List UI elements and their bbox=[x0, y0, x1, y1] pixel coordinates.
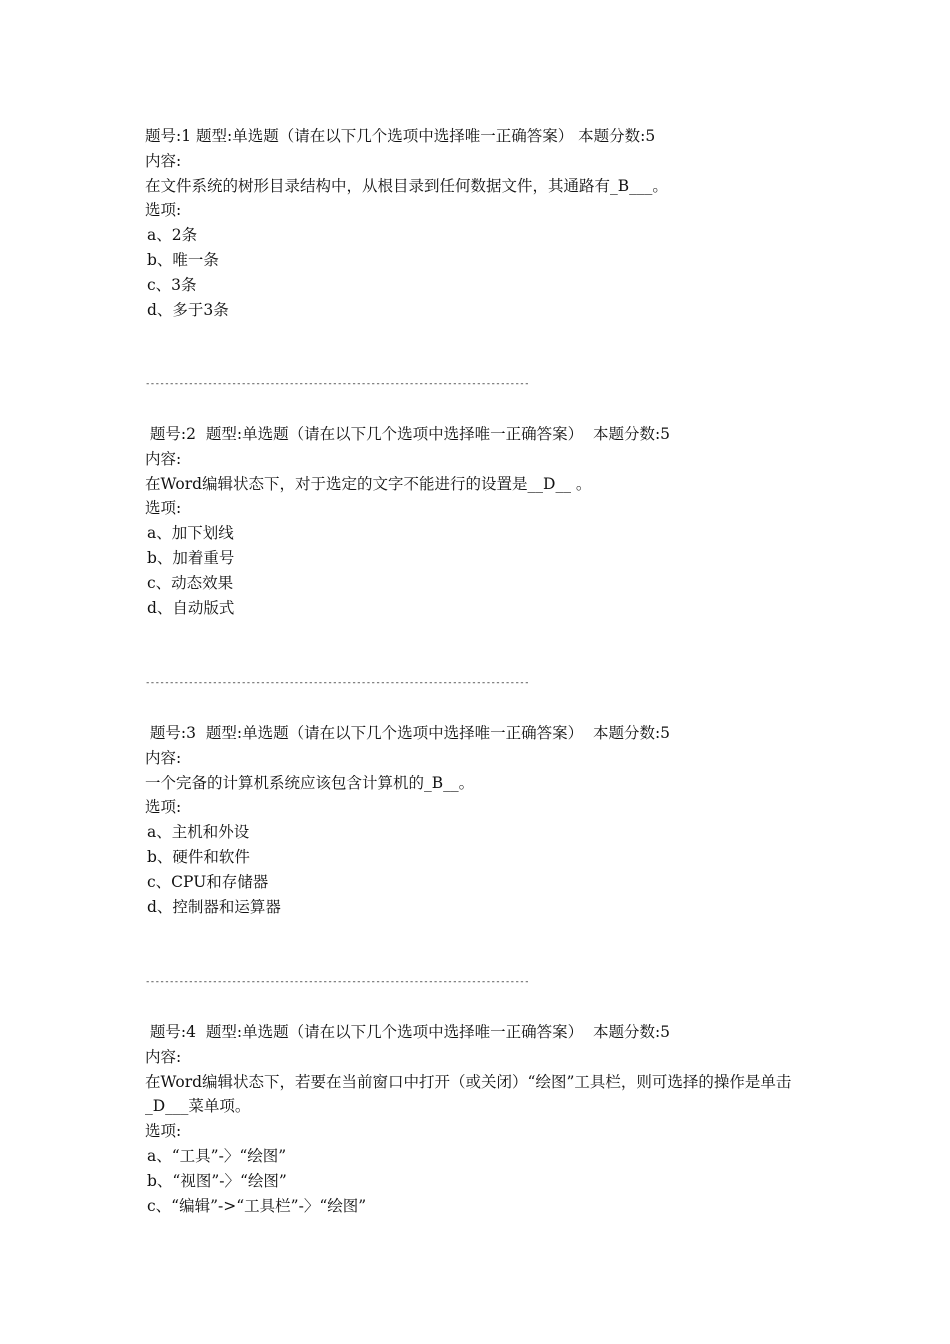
question-content: 一个完备的计算机系统应该包含计算机的_B__。 bbox=[145, 773, 475, 792]
separator-1: -------------------------------------------------------------------------------- bbox=[145, 379, 529, 389]
option-d: d、控制器和运算器 bbox=[147, 897, 281, 916]
question-4 bbox=[145, 1020, 815, 1218]
option-a: a、加下划线 bbox=[147, 524, 234, 543]
option-d: d、多于3条 bbox=[147, 300, 229, 319]
option-c: c、CPU和存储器 bbox=[147, 872, 269, 891]
content-label: 内容: bbox=[145, 1047, 182, 1066]
question-1 bbox=[145, 124, 825, 322]
options-label: 选项: bbox=[145, 1122, 182, 1141]
question-3 bbox=[145, 721, 825, 919]
question-header: 题号:2 题型:单选题（请在以下几个选项中选择唯一正确答案） 本题分数:5 bbox=[145, 425, 671, 443]
option-a: a、2条 bbox=[147, 226, 198, 245]
content-label: 内容: bbox=[145, 748, 182, 767]
content-label: 内容: bbox=[145, 151, 182, 170]
option-b: b、硬件和软件 bbox=[147, 847, 250, 866]
option-b: b、加着重号 bbox=[147, 548, 235, 567]
question-header: 题号:4 题型:单选题（请在以下几个选项中选择唯一正确答案） 本题分数:5 bbox=[145, 1023, 671, 1041]
option-c: c、“编辑”->“工具栏”-〉“绘图” bbox=[147, 1196, 367, 1215]
question-header: 题号:3 题型:单选题（请在以下几个选项中选择唯一正确答案） 本题分数:5 bbox=[145, 724, 671, 742]
question-2 bbox=[145, 422, 825, 620]
separator-2: -------------------------------------------------------------------------------- bbox=[145, 678, 529, 688]
content-label: 内容: bbox=[145, 449, 182, 468]
question-content: 在Word编辑状态下，对于选定的文字不能进行的设置是__D__ 。 bbox=[145, 474, 592, 493]
option-a: a、“工具”-〉“绘图” bbox=[147, 1146, 287, 1165]
separator-3: -------------------------------------------------------------------------------- bbox=[145, 977, 529, 987]
question-content: 在Word编辑状态下，若要在当前窗口中打开（或关闭）“绘图”工具栏，则可选择的操作是单击_D___菜单项。 bbox=[145, 1072, 792, 1116]
options-label: 选项: bbox=[145, 201, 182, 220]
option-b: b、“视图”-〉“绘图” bbox=[147, 1171, 287, 1190]
option-a: a、主机和外设 bbox=[147, 823, 250, 842]
question-header: 题号:1 题型:单选题（请在以下几个选项中选择唯一正确答案） 本题分数:5 bbox=[145, 127, 656, 145]
option-c: c、3条 bbox=[147, 275, 197, 294]
option-b: b、唯一条 bbox=[147, 250, 219, 269]
question-content: 在文件系统的树形目录结构中，从根目录到任何数据文件，其通路有_B___。 bbox=[145, 176, 668, 195]
option-c: c、动态效果 bbox=[147, 573, 234, 592]
option-d: d、自动版式 bbox=[147, 598, 235, 617]
options-label: 选项: bbox=[145, 798, 182, 817]
options-label: 选项: bbox=[145, 499, 182, 518]
